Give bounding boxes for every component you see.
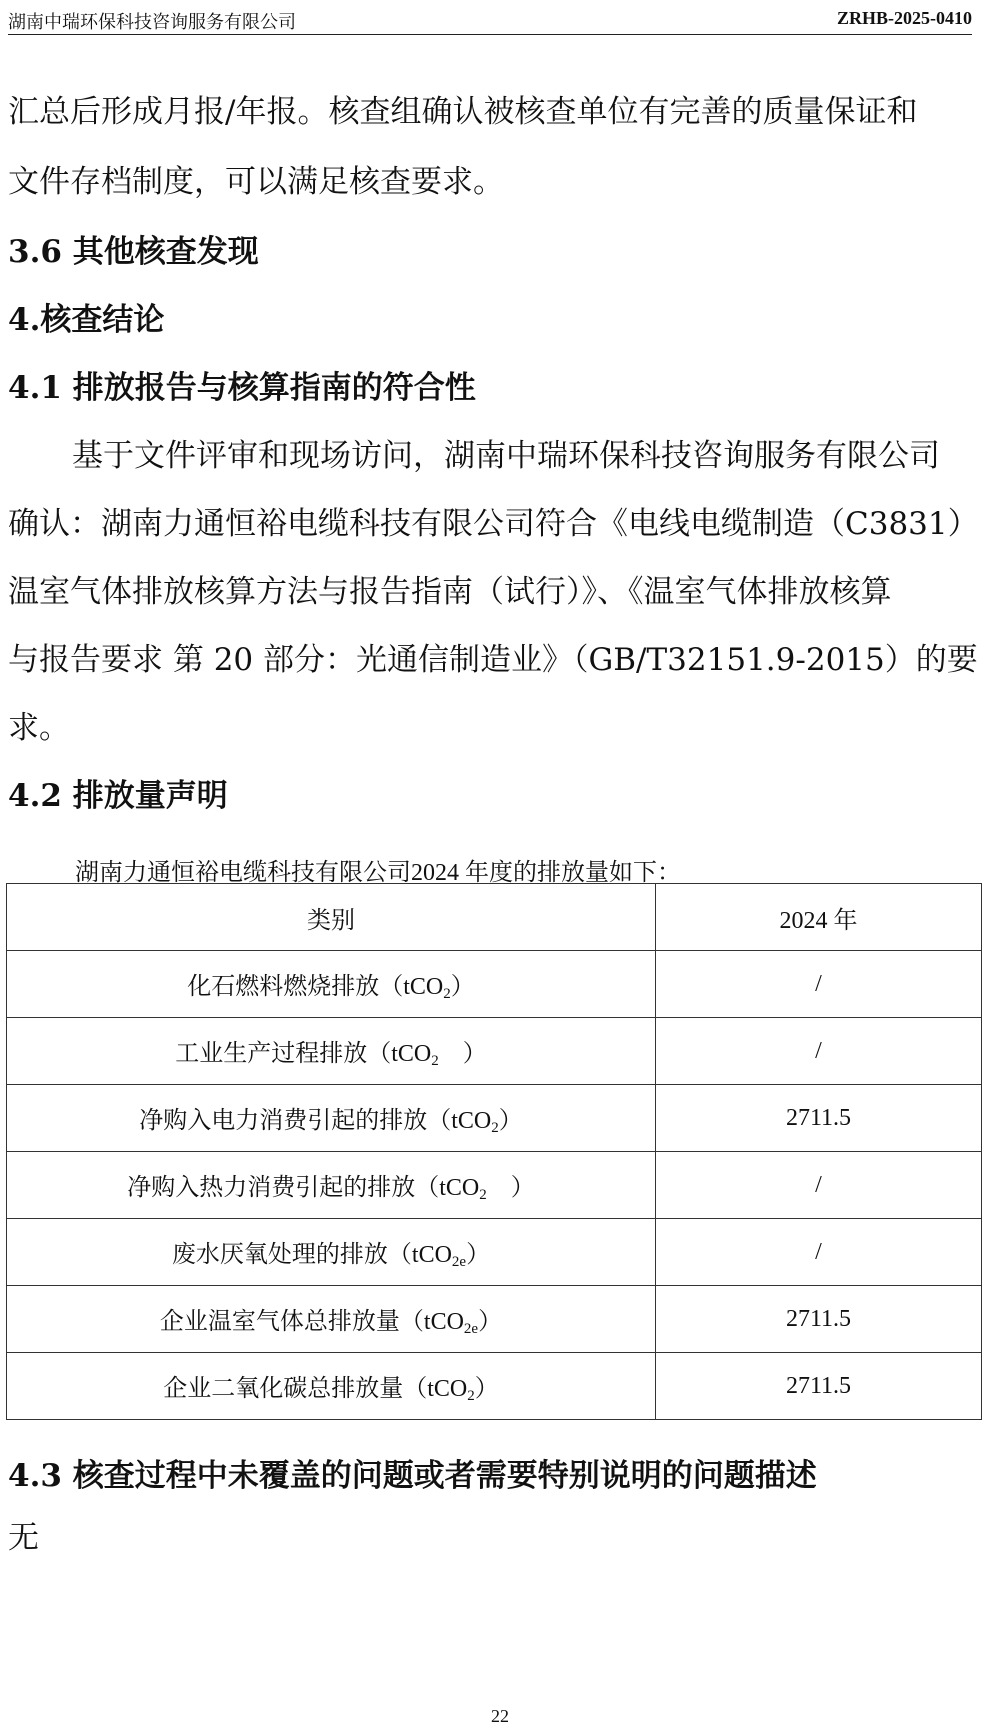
category-text: 废水厌氧处理的排放（tCO — [171, 1241, 452, 1268]
paragraph-line: 文件存档制度，可以满足核查要求。 — [8, 164, 504, 200]
table-intro: 湖南力通恒裕电缆科技有限公司2024 年度的排放量如下： — [75, 860, 681, 886]
row-category — [7, 1353, 656, 1420]
table-row — [7, 1018, 982, 1085]
table-row — [7, 1085, 982, 1152]
paragraph-line: 无 — [8, 1520, 39, 1556]
table-row — [7, 1219, 982, 1286]
section-heading-4-1: 4.1 排放报告与核算指南的符合性 — [8, 370, 476, 406]
table-row — [7, 1152, 982, 1219]
table-row — [7, 951, 982, 1018]
header-company: 湖南中瑞环保科技咨询服务有限公司 — [8, 12, 296, 32]
paragraph-line: 基于文件评审和现场访问，湖南中瑞环保科技咨询服务有限公司 — [72, 438, 940, 474]
row-category — [7, 1018, 656, 1085]
row-category — [7, 1219, 656, 1286]
emissions-table — [6, 883, 982, 1420]
category-suffix: ） — [438, 1040, 487, 1067]
page-header — [8, 8, 972, 35]
category-subscript: 2 — [467, 1387, 475, 1404]
category-suffix: ） — [474, 1375, 499, 1402]
paragraph-line: 求。 — [8, 710, 70, 746]
category-subscript: 2e — [463, 1320, 479, 1337]
row-category — [7, 1286, 656, 1353]
table-header-row — [7, 884, 982, 951]
category-subscript: 2e — [451, 1253, 467, 1270]
category-text: 工业生产过程排放（tCO — [175, 1040, 432, 1067]
row-value: 2711.5 — [656, 1286, 982, 1353]
row-value: 2711.5 — [656, 1353, 982, 1420]
row-category — [7, 1085, 656, 1152]
category-suffix: ） — [450, 973, 475, 1000]
table-row — [7, 1286, 982, 1353]
row-category — [7, 951, 656, 1018]
row-category — [7, 1152, 656, 1219]
category-text: 净购入电力消费引起的排放（tCO — [139, 1107, 492, 1134]
row-value: / — [656, 1152, 982, 1219]
category-subscript: 2 — [491, 1119, 499, 1136]
table-row — [7, 1353, 982, 1420]
category-text: 企业二氧化碳总排放量（tCO — [163, 1375, 468, 1402]
category-suffix: ） — [486, 1174, 535, 1201]
header-year: 2024 年 — [656, 884, 982, 951]
row-value: / — [656, 1018, 982, 1085]
row-value: / — [656, 951, 982, 1018]
section-heading-4-3: 4.3 核查过程中未覆盖的问题或者需要特别说明的问题描述 — [8, 1458, 817, 1494]
section-heading-4: 4.核查结论 — [8, 302, 165, 338]
paragraph-line: 汇总后形成月报/年报。核查组确认被核查单位有完善的质量保证和 — [8, 94, 918, 130]
category-text: 企业温室气体总排放量（tCO — [159, 1308, 464, 1335]
category-suffix: ） — [478, 1308, 503, 1335]
section-heading-4-2: 4.2 排放量声明 — [8, 778, 228, 814]
row-value: 2711.5 — [656, 1085, 982, 1152]
category-suffix: ） — [498, 1107, 523, 1134]
category-text: 净购入热力消费引起的排放（tCO — [127, 1174, 480, 1201]
row-value: / — [656, 1219, 982, 1286]
category-subscript: 2 — [479, 1186, 487, 1203]
section-heading-3-6: 3.6 其他核查发现 — [8, 234, 259, 270]
header-category: 类别 — [7, 884, 656, 951]
category-suffix: ） — [466, 1241, 491, 1268]
paragraph-line: 温室气体排放核算方法与报告指南（试行）》、《温室气体排放核算 — [8, 574, 892, 610]
category-subscript: 2 — [431, 1052, 439, 1069]
header-doc-number: ZRHB-2025-0410 — [837, 8, 972, 28]
page-number: 22 — [491, 1706, 509, 1726]
category-subscript: 2 — [443, 985, 451, 1002]
category-text: 化石燃料燃烧排放（tCO — [187, 973, 444, 1000]
paragraph-line: 与报告要求 第 20 部分：光通信制造业》（GB/T32151.9-2015）的要 — [8, 642, 978, 678]
paragraph-line: 确认：湖南力通恒裕电缆科技有限公司符合《电线电缆制造（C3831） — [8, 506, 979, 542]
